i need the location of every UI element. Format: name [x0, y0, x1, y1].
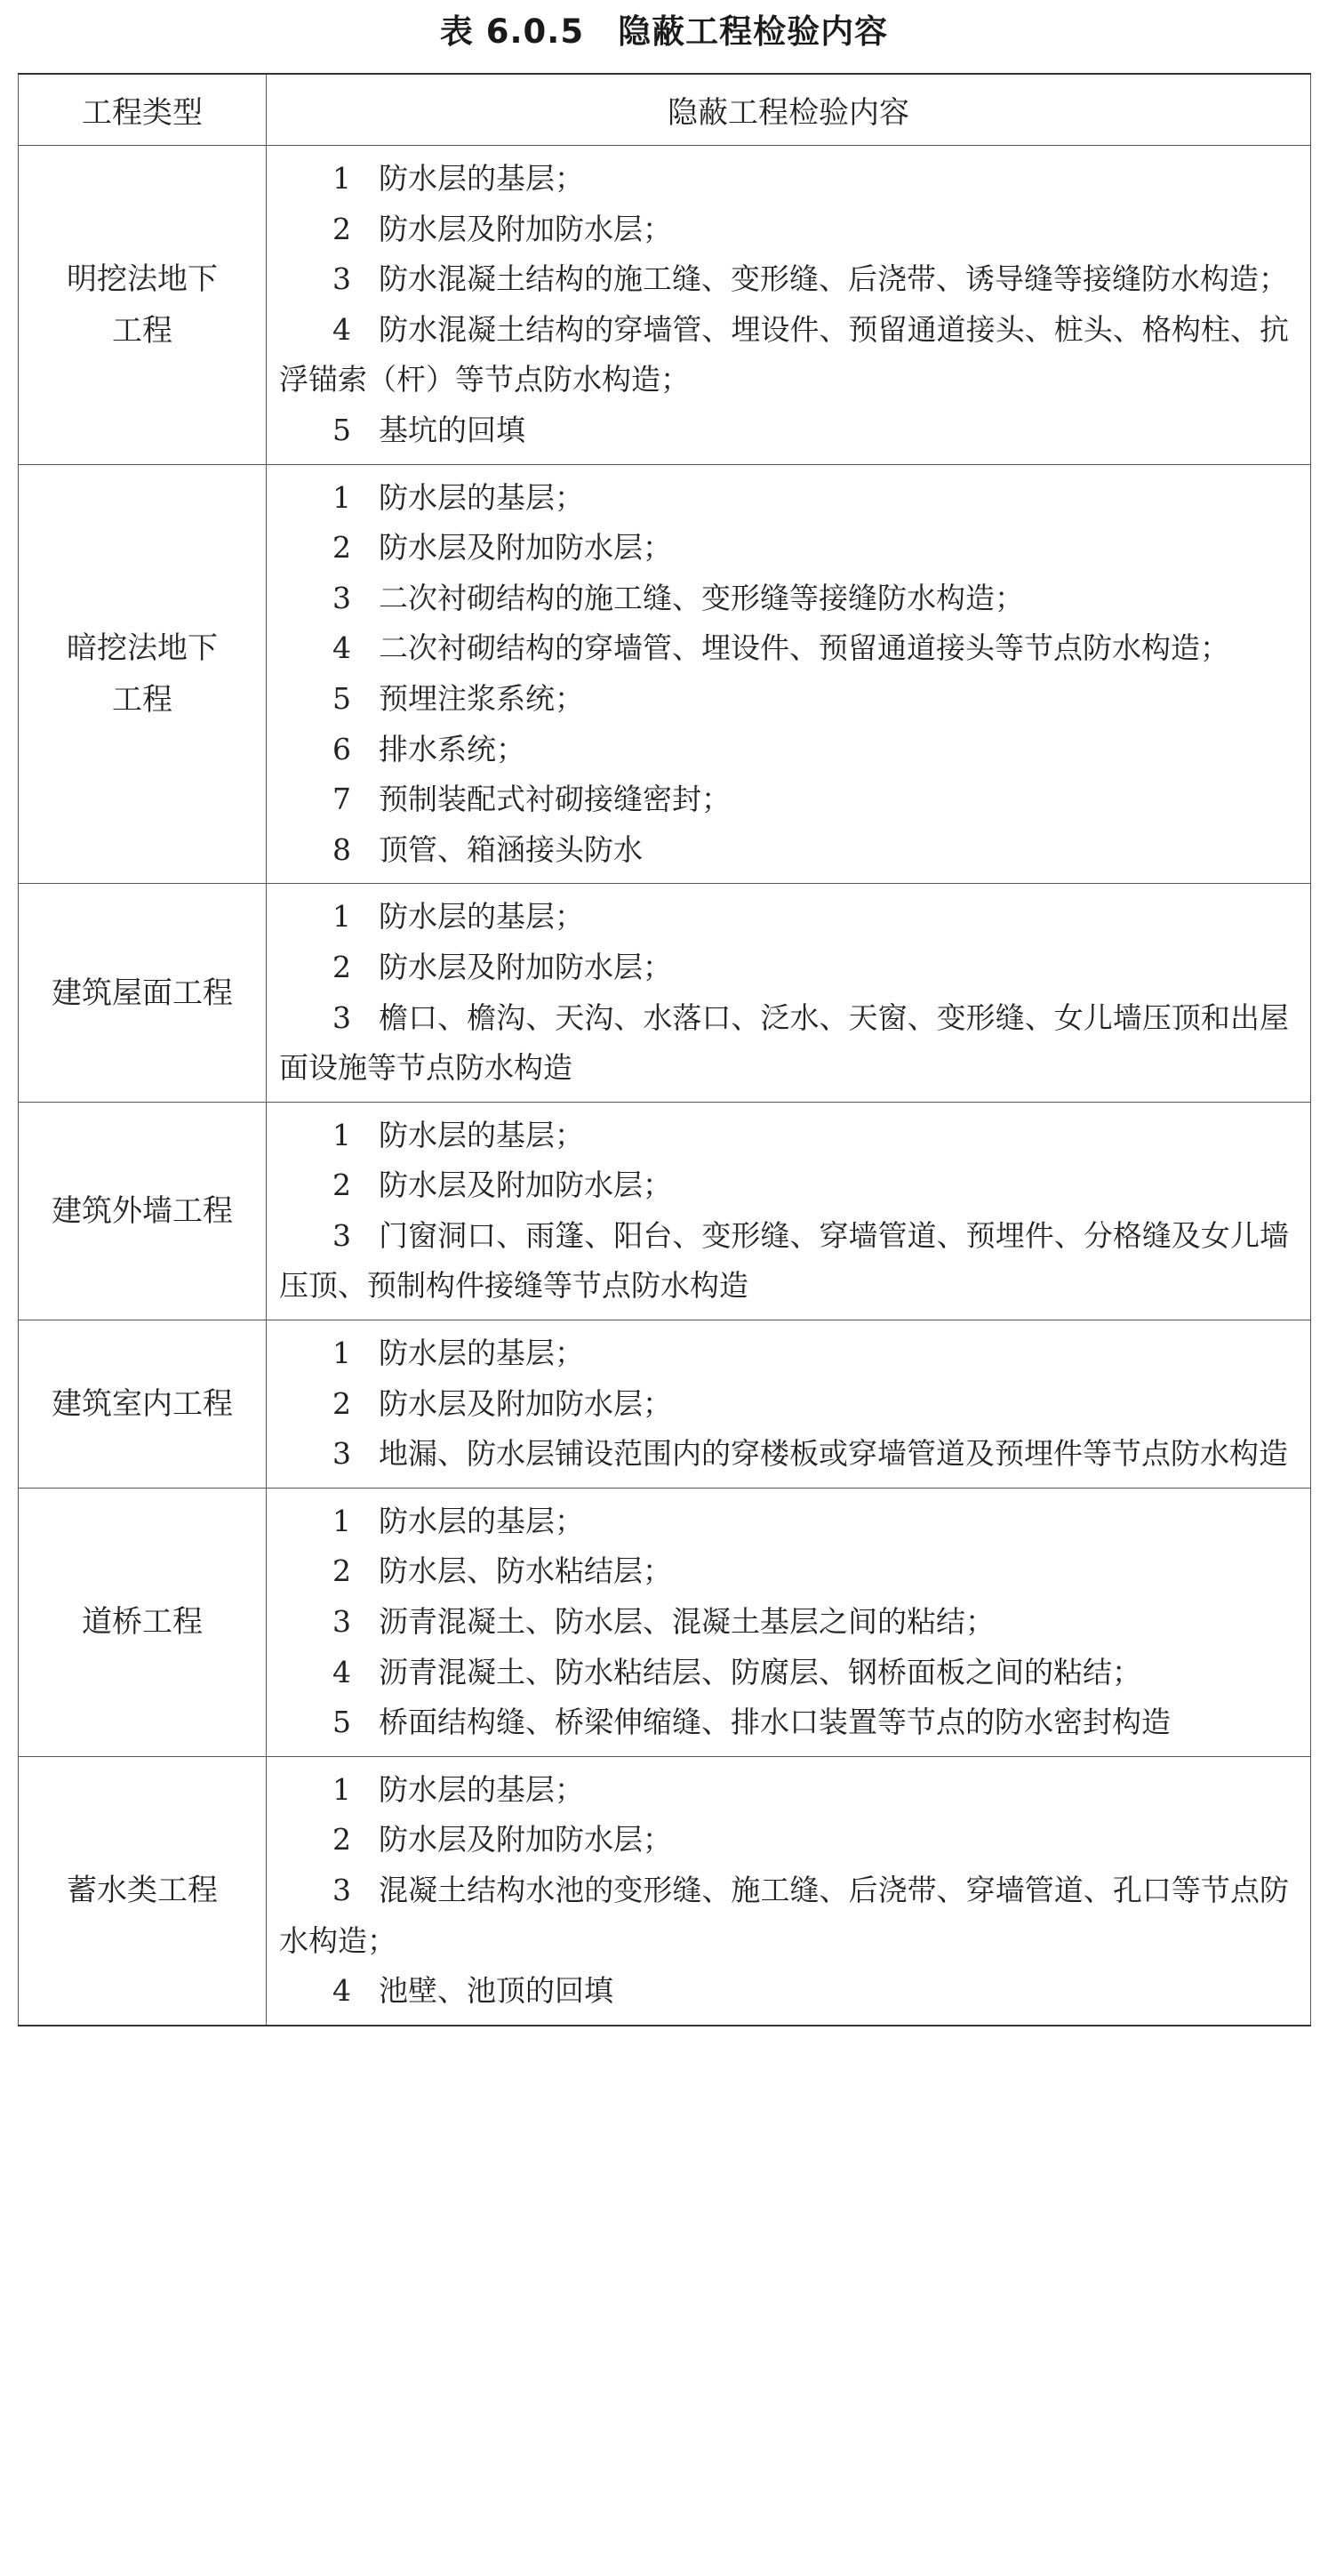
item-text: 排水系统；: [379, 731, 525, 766]
item-text: 防水混凝土结构的施工缝、变形缝、后浇带、诱导缝等接缝防水构造；: [379, 261, 1288, 297]
inspection-item: [279, 674, 1289, 725]
inspection-item: [279, 892, 1289, 943]
project-type-label: 明挖法地下: [67, 261, 218, 297]
item-number: 3: [332, 261, 351, 297]
table-row: [19, 1488, 1311, 1756]
item-text: 二次衬砌结构的穿墙管、埋设件、预留通道接头等节点防水构造；: [379, 630, 1229, 666]
inspection-item: [279, 1111, 1289, 1161]
inspection-item: [279, 1966, 1289, 2017]
inspection-item: [279, 1648, 1289, 1698]
table-row: [19, 1102, 1311, 1320]
item-text: 防水层的基层；: [379, 479, 584, 515]
item-text: 防水层、防水粘结层；: [379, 1553, 672, 1589]
table-row: [19, 146, 1311, 465]
item-number: 4: [332, 630, 351, 666]
item-text: 防水层及附加防水层；: [379, 949, 672, 984]
project-type-cell: [19, 1756, 267, 2025]
inspection-item: [279, 1379, 1289, 1430]
item-text: 防水层的基层；: [379, 1771, 584, 1807]
item-number: 4: [332, 1654, 351, 1689]
item-number: 8: [332, 831, 351, 867]
inspection-item: [279, 1866, 1289, 1966]
inspection-table: [18, 73, 1311, 2026]
project-type-label: 建筑屋面工程: [52, 975, 233, 1011]
inspection-item: [279, 774, 1289, 825]
item-number: 1: [332, 479, 351, 515]
table-title: 表 6.0.5 隐蔽工程检验内容: [439, 12, 889, 51]
table-header-row: [19, 74, 1311, 146]
item-number: 3: [332, 1217, 351, 1253]
table-row: [19, 464, 1311, 884]
inspection-item: [279, 574, 1289, 624]
inspection-items-cell: [267, 1102, 1311, 1320]
project-type-label: 工程: [112, 312, 172, 349]
inspection-item: [279, 523, 1289, 574]
item-text: 预埋注浆系统；: [379, 680, 584, 716]
item-number: 2: [332, 1553, 351, 1589]
project-type-cell: [19, 1102, 267, 1320]
item-number: 3: [332, 580, 351, 615]
item-number: 2: [332, 211, 351, 246]
inspection-items-cell: [267, 884, 1311, 1102]
item-number: 4: [332, 1973, 351, 2009]
item-text: 门窗洞口、雨篷、阳台、变形缝、穿墙管道、预埋件、分格缝及女儿墙压顶、预制构件接缝等节点防水构造: [279, 1217, 1289, 1304]
item-text: 檐口、檐沟、天沟、水落口、泛水、天窗、变形缝、女儿墙压顶和出屋面设施等节点防水构造: [279, 999, 1289, 1086]
inspection-item: [279, 1497, 1289, 1547]
header-inspection-content: 隐蔽工程检验内容: [267, 74, 1311, 146]
item-number: 4: [332, 311, 351, 347]
inspection-item: [279, 993, 1289, 1094]
inspection-item: [279, 725, 1289, 775]
table-body: [19, 146, 1311, 2026]
inspection-item: [279, 405, 1289, 456]
item-number: 1: [332, 161, 351, 196]
inspection-item: [279, 1160, 1289, 1211]
inspection-items-cell: [267, 146, 1311, 465]
inspection-items-cell: [267, 1320, 1311, 1489]
inspection-item: [279, 1697, 1289, 1748]
item-text: 顶管、箱涵接头防水: [379, 831, 643, 867]
project-type-label: 工程: [112, 681, 172, 718]
inspection-item: [279, 1546, 1289, 1597]
item-number: 2: [332, 1385, 351, 1421]
item-number: 1: [332, 1336, 351, 1371]
item-text: 防水层的基层；: [379, 161, 584, 196]
project-type-label: 道桥工程: [82, 1604, 203, 1641]
item-text: 桥面结构缝、桥梁伸缩缝、排水口装置等节点的防水密封构造: [379, 1705, 1171, 1740]
inspection-item: [279, 1815, 1289, 1866]
item-text: 沥青混凝土、防水层、混凝土基层之间的粘结；: [379, 1604, 995, 1640]
item-number: 3: [332, 1436, 351, 1472]
inspection-items-cell: [267, 1488, 1311, 1756]
project-type-label: 蓄水类工程: [67, 1873, 218, 1909]
item-number: 1: [332, 1771, 351, 1807]
item-number: 1: [332, 899, 351, 935]
inspection-item: [279, 1429, 1289, 1480]
item-text: 防水层及附加防水层；: [379, 1822, 672, 1858]
item-number: 2: [332, 1822, 351, 1858]
table-row: [19, 1320, 1311, 1489]
item-text: 二次衬砌结构的施工缝、变形缝等接缝防水构造；: [379, 580, 1024, 615]
project-type-cell: [19, 1488, 267, 1756]
item-text: 防水层及附加防水层；: [379, 211, 672, 246]
item-number: 2: [332, 949, 351, 984]
item-text: 防水层的基层；: [379, 1336, 584, 1371]
inspection-item: [279, 825, 1289, 876]
inspection-item: [279, 1765, 1289, 1816]
inspection-item: [279, 623, 1289, 674]
item-number: 3: [332, 1604, 351, 1640]
item-number: 7: [332, 782, 351, 817]
item-text: 防水混凝土结构的穿墙管、埋设件、预留通道接头、桩头、格构柱、抗浮锚索（杆）等节点防水构造；: [279, 311, 1289, 397]
project-type-label: 暗挖法地下: [67, 630, 218, 666]
table-row: [19, 884, 1311, 1102]
project-type-label: 建筑室内工程: [52, 1385, 233, 1422]
item-text: 预制装配式衬砌接缝密封；: [379, 782, 731, 817]
project-type-cell: [19, 1320, 267, 1489]
item-number: 6: [332, 731, 351, 766]
inspection-item: [279, 1328, 1289, 1379]
item-text: 沥青混凝土、防水粘结层、防腐层、钢桥面板之间的粘结；: [379, 1654, 1141, 1689]
project-type-cell: [19, 146, 267, 465]
inspection-item: [279, 1597, 1289, 1648]
item-text: 防水层及附加防水层；: [379, 1168, 672, 1203]
project-type-cell: [19, 884, 267, 1102]
item-text: 池壁、池顶的回填: [379, 1973, 613, 2009]
item-number: 2: [332, 1168, 351, 1203]
item-text: 防水层及附加防水层；: [379, 530, 672, 566]
item-number: 5: [332, 412, 351, 447]
inspection-items-cell: [267, 1756, 1311, 2025]
item-number: 3: [332, 1873, 351, 1907]
inspection-item: [279, 254, 1289, 305]
item-number: 1: [332, 1117, 351, 1152]
item-text: 混凝土结构水池的变形缝、施工缝、后浇带、穿墙管道、孔口等节点防水构造；: [279, 1873, 1289, 1958]
item-number: 5: [332, 680, 351, 716]
inspection-item: [279, 943, 1289, 993]
item-number: 2: [332, 530, 351, 566]
inspection-item: [279, 205, 1289, 255]
project-type-cell: [19, 464, 267, 884]
inspection-item: [279, 473, 1289, 524]
item-number: 3: [332, 999, 351, 1035]
item-text: 基坑的回填: [379, 412, 525, 447]
item-number: 1: [332, 1503, 351, 1538]
inspection-item: [279, 305, 1289, 405]
item-text: 防水层的基层；: [379, 1117, 584, 1152]
item-text: 防水层的基层；: [379, 899, 584, 935]
item-text: 地漏、防水层铺设范围内的穿楼板或穿墙管道及预埋件等节点防水构造: [379, 1436, 1288, 1472]
table-row: [19, 1756, 1311, 2025]
item-text: 防水层的基层；: [379, 1503, 584, 1538]
inspection-item: [279, 154, 1289, 205]
inspection-item: [279, 1211, 1289, 1312]
item-number: 5: [332, 1705, 351, 1740]
header-project-type: 工程类型: [19, 74, 267, 146]
item-text: 防水层及附加防水层；: [379, 1385, 672, 1421]
inspection-items-cell: [267, 464, 1311, 884]
project-type-label: 建筑外墙工程: [52, 1192, 233, 1229]
